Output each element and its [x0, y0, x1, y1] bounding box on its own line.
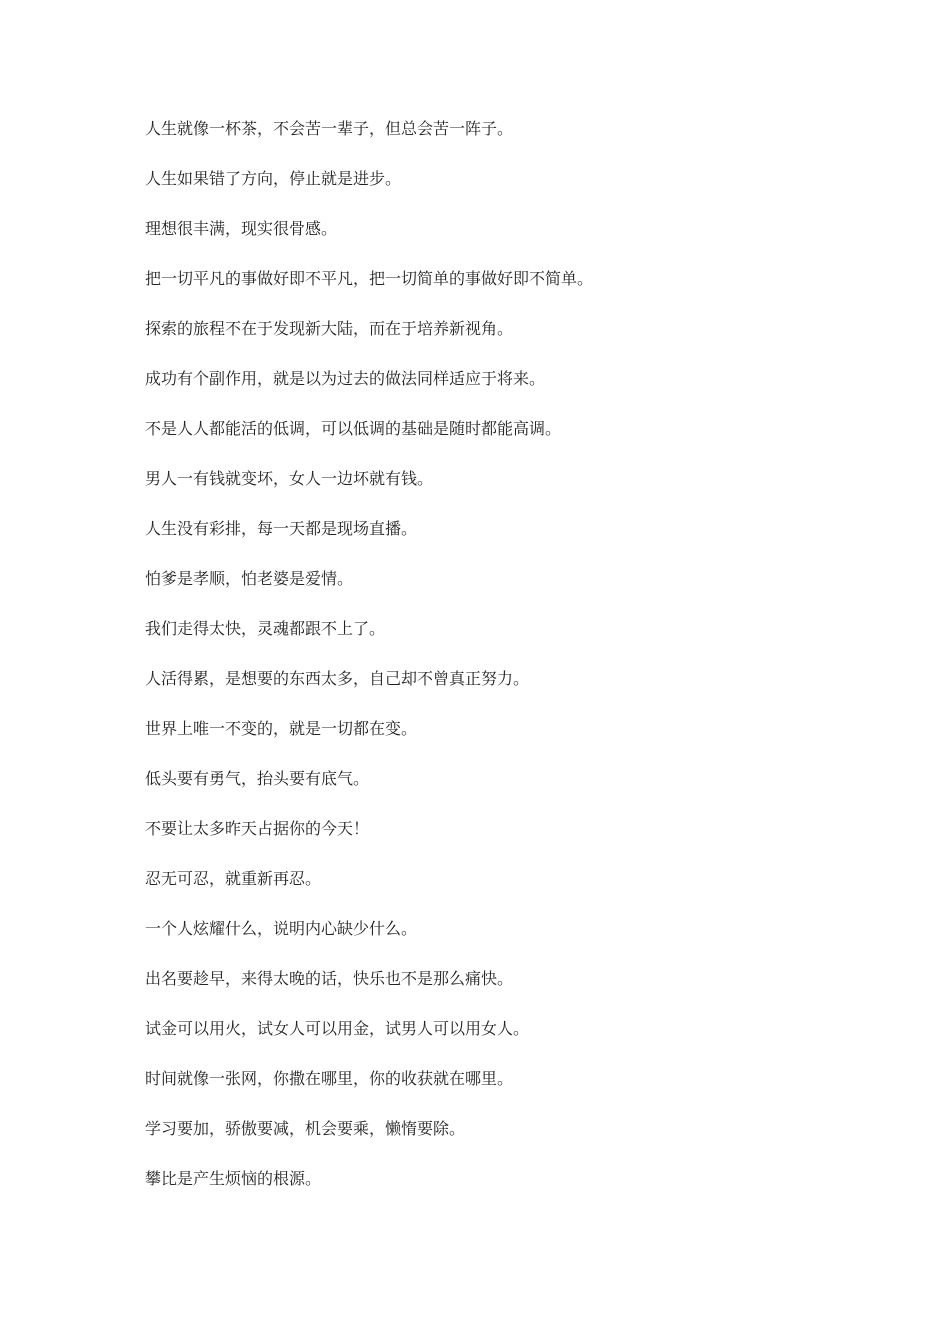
quote-line: 怕爹是孝顺，怕老婆是爱情。 — [145, 569, 354, 588]
quote-line: 世界上唯一不变的，就是一切都在变。 — [145, 719, 418, 738]
quote-line: 时间就像一张网，你撒在哪里，你的收获就在哪里。 — [145, 1069, 514, 1088]
quote-line: 人生如果错了方向，停止就是进步。 — [145, 169, 402, 188]
quote-line: 不要让太多昨天占据你的今天！ — [145, 819, 370, 838]
quote-line: 试金可以用火，试女人可以用金，试男人可以用女人。 — [145, 1019, 530, 1038]
quote-line: 探索的旅程不在于发现新大陆，而在于培养新视角。 — [145, 319, 514, 338]
quote-line: 人生就像一杯茶，不会苦一辈子，但总会苦一阵子。 — [145, 119, 514, 138]
quote-line: 一个人炫耀什么，说明内心缺少什么。 — [145, 919, 418, 938]
quote-line: 理想很丰满，现实很骨感。 — [145, 219, 338, 238]
quote-line: 攀比是产生烦恼的根源。 — [145, 1169, 322, 1188]
quote-line: 忍无可忍，就重新再忍。 — [145, 869, 322, 888]
quote-line: 低头要有勇气，抬头要有底气。 — [145, 769, 370, 788]
quote-line: 男人一有钱就变坏，女人一边坏就有钱。 — [145, 469, 434, 488]
quote-line: 人活得累，是想要的东西太多，自己却不曾真正努力。 — [145, 669, 530, 688]
quote-list — [145, 115, 845, 1215]
quote-line: 人生没有彩排，每一天都是现场直播。 — [145, 519, 418, 538]
quote-line: 不是人人都能活的低调，可以低调的基础是随时都能高调。 — [145, 419, 562, 438]
quote-line: 我们走得太快，灵魂都跟不上了。 — [145, 619, 386, 638]
quote-line: 把一切平凡的事做好即不平凡，把一切简单的事做好即不简单。 — [145, 269, 594, 288]
quote-line: 成功有个副作用，就是以为过去的做法同样适应于将来。 — [145, 369, 546, 388]
quote-line: 出名要趁早，来得太晚的话，快乐也不是那么痛快。 — [145, 969, 514, 988]
quote-line: 学习要加，骄傲要减，机会要乘，懒惰要除。 — [145, 1119, 466, 1138]
